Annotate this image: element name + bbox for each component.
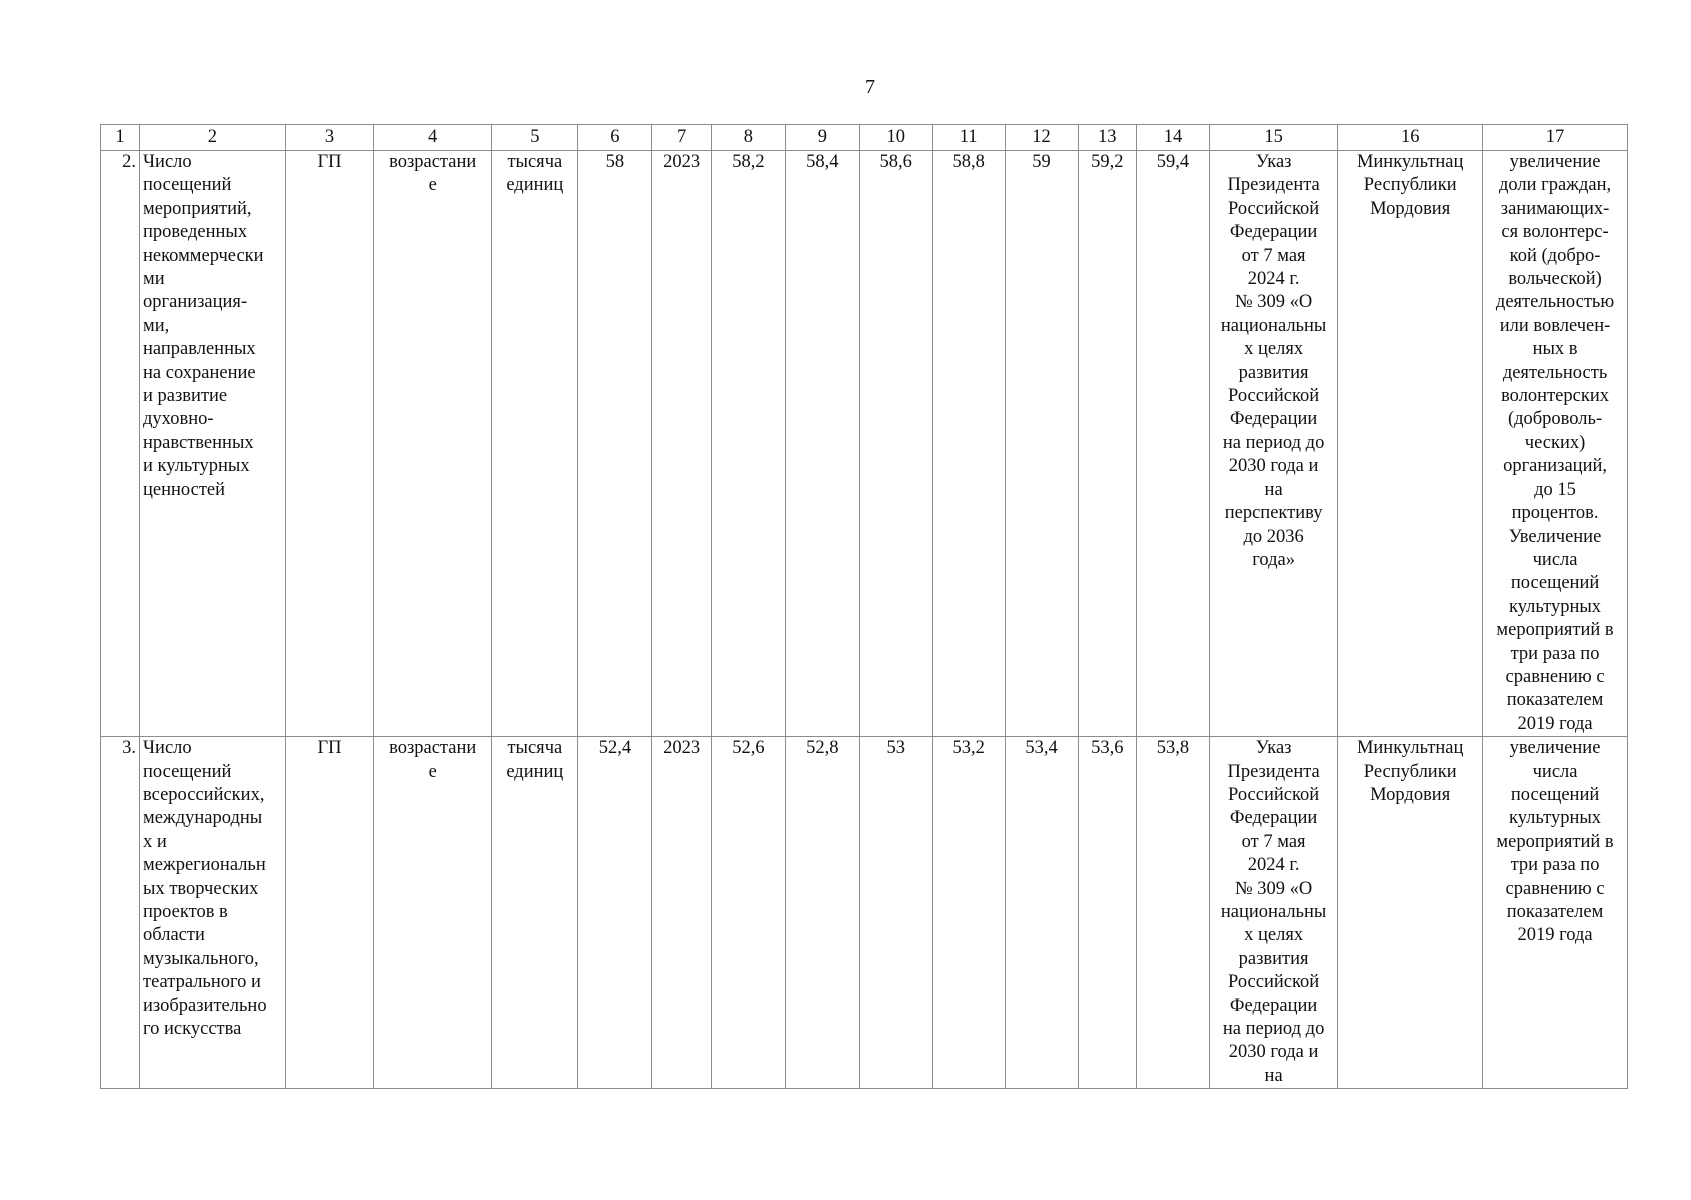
base-value: 52,4 <box>578 737 652 1089</box>
value-col-9: 58,4 <box>785 151 859 737</box>
indicator-trend: возрастани е <box>374 737 492 1089</box>
unit-of-measure: тысяча единиц <box>492 151 578 737</box>
column-number: 16 <box>1338 125 1483 151</box>
column-number: 10 <box>859 125 932 151</box>
table-row <box>101 151 1628 737</box>
indicators-table <box>100 124 1628 1089</box>
indicator-trend: возрастани е <box>374 151 492 737</box>
value-col-12: 53,4 <box>1005 737 1078 1089</box>
value-col-11: 53,2 <box>932 737 1005 1089</box>
value-col-13: 59,2 <box>1078 151 1137 737</box>
page-number: 7 <box>865 76 875 98</box>
column-number: 13 <box>1078 125 1137 151</box>
national-goal-link: увеличение числа посещений культурных мероприятий в три раза по сравнению с показателем 2019 года <box>1483 737 1628 1089</box>
column-number: 3 <box>285 125 373 151</box>
regulatory-document: Указ Президента Российской Федерации от 7 мая 2024 г. № 309 «О национальны х целях развития Российской Федерации на период до 2030 года и на перспективу до 2036 года» <box>1209 151 1337 737</box>
value-col-13: 53,6 <box>1078 737 1137 1089</box>
value-col-11: 58,8 <box>932 151 1005 737</box>
table-row <box>101 737 1628 1089</box>
indicator-name: Число посещений мероприятий, проведенных некоммерчески ми организация- ми, направленных на сохранение и развитие духовно- нравственных и культурных ценностей <box>140 151 286 737</box>
column-number-row <box>101 125 1628 151</box>
regulatory-document: Указ Президента Российской Федерации от 7 мая 2024 г. № 309 «О национальны х целях развития Российской Федерации на период до 2030 года и на <box>1209 737 1337 1089</box>
indicator-level: ГП <box>285 151 373 737</box>
indicator-name: Число посещений всероссийских, международны х и межрегиональн ых творческих проектов в области музыкального, театрального и изобразительно го искусства <box>140 737 286 1089</box>
value-col-9: 52,8 <box>785 737 859 1089</box>
row-number: 3. <box>101 737 140 1089</box>
column-number: 6 <box>578 125 652 151</box>
column-number: 7 <box>652 125 712 151</box>
column-number: 4 <box>374 125 492 151</box>
column-number: 1 <box>101 125 140 151</box>
value-col-8: 52,6 <box>711 737 785 1089</box>
column-number: 12 <box>1005 125 1078 151</box>
column-number: 17 <box>1483 125 1628 151</box>
indicator-level: ГП <box>285 737 373 1089</box>
value-col-10: 58,6 <box>859 151 932 737</box>
national-goal-link: увеличение доли граждан, занимающих- ся волонтерс- кой (добро- вольческой) деятельностью или вовлечен- ных в деятельность волонтерских (доброволь- ческих) организаций, до 15 процентов. Увеличение числа посещений культурных мероприятий в три раза по сравнению с показателем 2019 года <box>1483 151 1628 737</box>
base-value: 58 <box>578 151 652 737</box>
column-number: 11 <box>932 125 1005 151</box>
value-col-12: 59 <box>1005 151 1078 737</box>
column-number: 9 <box>785 125 859 151</box>
column-number: 15 <box>1209 125 1337 151</box>
column-number: 14 <box>1137 125 1210 151</box>
value-col-14: 59,4 <box>1137 151 1210 737</box>
responsible-body: Минкультнац Республики Мордовия <box>1338 151 1483 737</box>
value-col-10: 53 <box>859 737 932 1089</box>
base-year: 2023 <box>652 737 712 1089</box>
value-col-8: 58,2 <box>711 151 785 737</box>
row-number: 2. <box>101 151 140 737</box>
unit-of-measure: тысяча единиц <box>492 737 578 1089</box>
column-number: 2 <box>140 125 286 151</box>
responsible-body: Минкультнац Республики Мордовия <box>1338 737 1483 1089</box>
column-number: 5 <box>492 125 578 151</box>
base-year: 2023 <box>652 151 712 737</box>
value-col-14: 53,8 <box>1137 737 1210 1089</box>
column-number: 8 <box>711 125 785 151</box>
